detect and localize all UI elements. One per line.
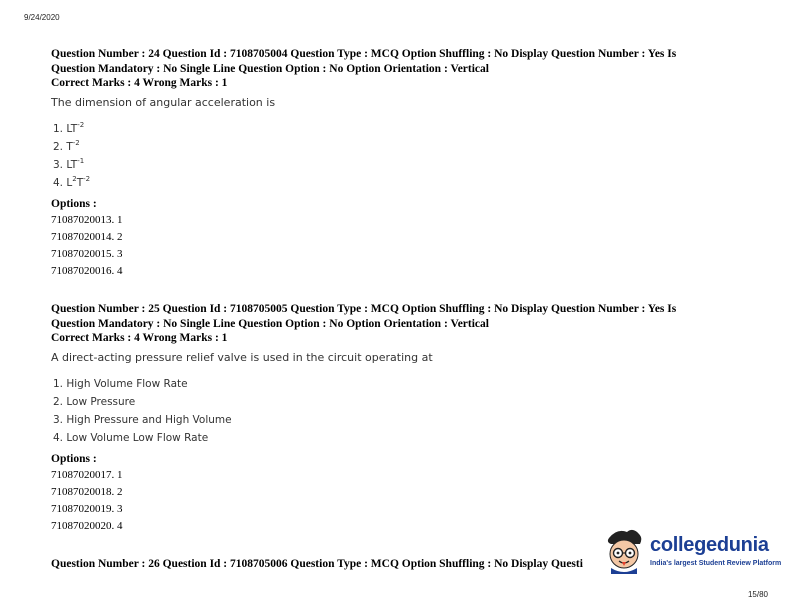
question-marks: Correct Marks : 4 Wrong Marks : 1 bbox=[51, 77, 228, 89]
question-meta-line-1: Question Number : 24 Question Id : 7108705004 Question Type : MCQ Option Shuffling : No Display Question Number : Yes Is bbox=[51, 48, 677, 60]
options-heading: Options : bbox=[51, 197, 97, 210]
choice-item: 3. High Pressure and High Volume bbox=[53, 413, 232, 426]
choice-item: 4. Low Volume Low Flow Rate bbox=[53, 431, 209, 444]
question-marks: Correct Marks : 4 Wrong Marks : 1 bbox=[51, 332, 228, 344]
next-question-meta: Question Number : 26 Question Id : 7108705006 Question Type : MCQ Option Shuffling : No Display Questi bbox=[51, 558, 583, 570]
mascot-icon bbox=[603, 528, 647, 574]
print-date: 9/24/2020 bbox=[24, 13, 60, 22]
option-id: 71087020013. 1 bbox=[51, 213, 123, 226]
options-heading: Options : bbox=[51, 452, 97, 465]
choice-item: 3. $LT^{-1}$ bbox=[53, 156, 85, 171]
choice-item: 4. $L^2T^{-2}$ bbox=[53, 174, 91, 189]
choice-item: 1. $LT^{-2}$ bbox=[53, 120, 85, 135]
question-25 bbox=[51, 302, 731, 535]
question-meta-line-1: Question Number : 25 Question Id : 7108705005 Question Type : MCQ Option Shuffling : No Display Question Number : Yes Is bbox=[51, 303, 677, 315]
choice-list bbox=[51, 120, 731, 192]
option-id: 71087020016. 4 bbox=[51, 264, 123, 277]
choice-list bbox=[51, 375, 731, 447]
brand-tagline: India's largest Student Review Platform bbox=[650, 560, 782, 567]
question-text: A direct-acting pressure relief valve is used in the circuit operating at bbox=[51, 350, 433, 364]
page-number: 15/80 bbox=[747, 590, 768, 599]
question-24 bbox=[51, 47, 731, 280]
question-meta-line-2: Question Mandatory : No Single Line Question Option : No Option Orientation : Vertical bbox=[51, 62, 489, 75]
option-id: 71087020018. 2 bbox=[51, 485, 123, 498]
question-meta-line-2: Question Mandatory : No Single Line Question Option : No Option Orientation : Vertical bbox=[51, 317, 489, 330]
choice-item: 2. Low Pressure bbox=[53, 395, 136, 408]
collegedunia-watermark bbox=[603, 528, 782, 574]
option-id: 71087020014. 2 bbox=[51, 230, 123, 243]
option-id: 71087020017. 1 bbox=[51, 468, 123, 481]
brand-name: collegedunia bbox=[650, 534, 769, 556]
choice-item: 2. $T^{-2}$ bbox=[53, 138, 80, 153]
question-text: The dimension of angular acceleration is bbox=[51, 95, 276, 109]
option-id: 71087020015. 3 bbox=[51, 247, 123, 260]
option-id: 71087020019. 3 bbox=[51, 502, 123, 515]
option-id: 71087020020. 4 bbox=[51, 519, 123, 532]
choice-item: 1. High Volume Flow Rate bbox=[53, 377, 188, 390]
